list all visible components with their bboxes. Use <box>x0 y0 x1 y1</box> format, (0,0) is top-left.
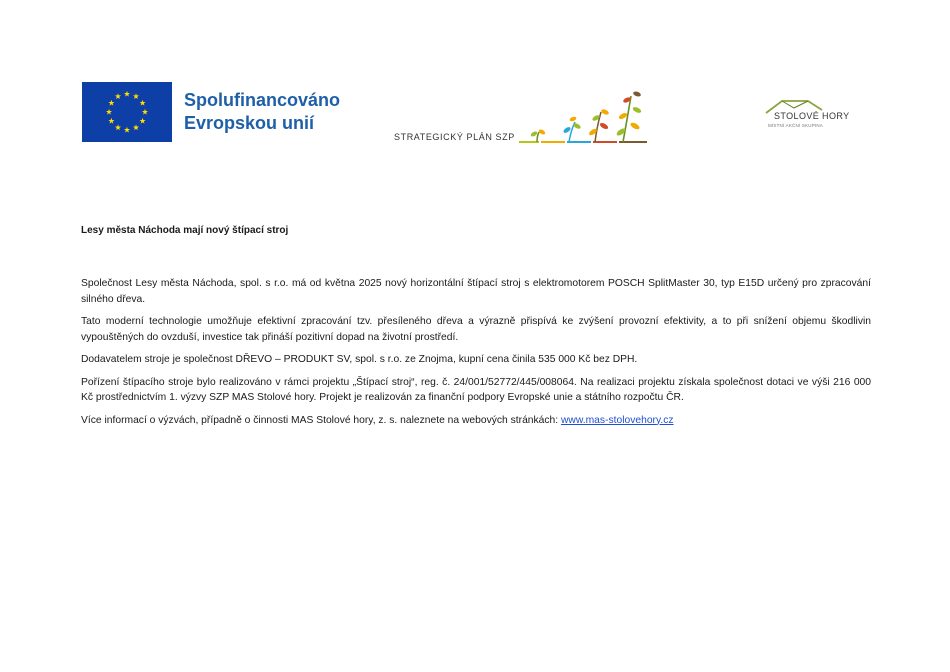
szp-logo <box>394 86 657 146</box>
eu-cofunding-logo <box>82 82 340 142</box>
eu-logo-line1: Spolufinancováno <box>184 90 341 110</box>
paragraph-5-text: Více informací o výzvách, případně o činnosti MAS Stolové hory, z. s. naleznete na webových stránkách: <box>81 414 561 426</box>
paragraph-3: Dodavatelem stroje je společnost DŘEVO – PRODUKT SV, spol. s r.o. ze Znojma, kupní cena činila 535 000 Kč bez DPH. <box>81 354 638 365</box>
mas-logo-title: STOLOVÉ HORY <box>774 111 850 121</box>
eu-flag-icon <box>82 82 172 142</box>
paragraph-2: Tato moderní technologie umožňuje efektivní zpracování tzv. přesíleného dřeva a výrazně přispívá ke zvýšení provozní efektivity, a to při snížení objemu škodlivin vypouštěných do ovzduší, investice tak přináší pozitivní dopad na životní prostředí. <box>81 316 871 343</box>
mas-logo-subtitle: MÍSTNÍ AKČNÍ SKUPINA <box>768 123 824 128</box>
sprouting-plants-icon <box>517 86 657 146</box>
mas-stolove-hory-logo <box>760 98 860 132</box>
article-body <box>81 224 871 428</box>
paragraph-1: Společnost Lesy města Náchoda, spol. s r.o. má od května 2025 nový horizontální štípací stroj s elektromotorem POSCH SplitMaster 30, typ E15D určený pro zpracování silného dřeva. <box>81 278 871 305</box>
website-link[interactable]: www.mas-stolovehory.cz <box>561 414 674 426</box>
paragraph-4: Pořízení štípacího stroje bylo realizováno v rámci projektu „Štípací stroj“, reg. č. 24/001/52772/445/008064. Na realizaci projektu získala společnost dotaci ve výši 216 000 Kč prostřednictvím 1. výzvy SZP MAS Stolové hory. Projekt je realizován za finanční podpory Evropské unie a státního rozpočtu ČR. <box>81 376 871 403</box>
paragraph-5 <box>81 413 871 429</box>
eu-logo-line2: Evropskou unií <box>184 113 315 133</box>
article-headline: Lesy města Náchoda mají nový štípací stroj <box>81 225 289 236</box>
eu-logo-text <box>184 89 340 135</box>
szp-logo-label: STRATEGICKÝ PLÁN SZP <box>394 132 515 142</box>
